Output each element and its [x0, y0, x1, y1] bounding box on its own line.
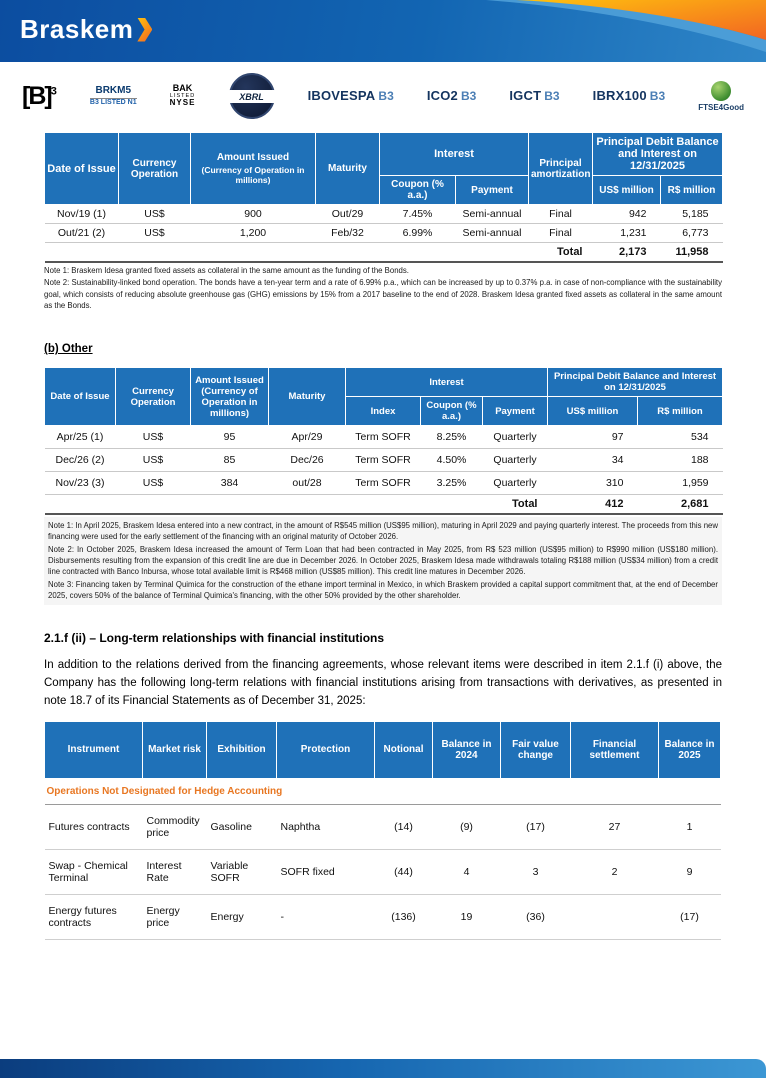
table-cell: Energy price — [143, 894, 207, 939]
table-cell: (14) — [375, 804, 433, 849]
table-cell: Interest Rate — [143, 849, 207, 894]
b3-logo-text: [B] — [22, 81, 51, 110]
table-row — [45, 205, 723, 224]
header-principal-debit-balance: Principal Debit Balance and Interest on 12/31/2025 — [593, 133, 723, 176]
banner-swoosh-graphic — [426, 0, 766, 62]
logo-strip — [22, 72, 744, 120]
section-heading: 2.1.f (ii) – Long-term relationships with financial institutions — [44, 631, 385, 646]
table-cell: (9) — [433, 804, 501, 849]
braskem-arrow-icon — [137, 18, 152, 42]
note-1: Note 1: Braskem Idesa granted fixed assets as collateral in the same amount as the funding of the Bonds. — [44, 266, 409, 275]
header-instrument: Instrument — [45, 721, 143, 778]
table-cell: 1,959 — [638, 472, 723, 495]
table-cell: 4 — [433, 849, 501, 894]
footer-brand-bar — [0, 1059, 766, 1078]
table-cell: 310 — [548, 472, 638, 495]
table-cell: 384 — [191, 472, 269, 495]
table-cell: 97 — [548, 426, 638, 449]
ftse-globe-icon — [711, 81, 731, 101]
index-name: IBRX100 — [592, 88, 647, 103]
other-table-notes — [44, 517, 722, 605]
table-cell: 4.50% — [421, 449, 483, 472]
table-cell: US$ — [119, 224, 191, 243]
brkm5-listing-logo — [90, 85, 137, 107]
index-logo-ibovespa — [308, 87, 394, 105]
table-cell: US$ — [116, 449, 191, 472]
nyse-label: NYSE — [169, 98, 196, 108]
note-1: Note 1: In April 2025, Braskem Idesa entered into a new contract, in the amount of R$545 million (US$95 million), maturing in April 2029 and paying quarterly interest. The proceeds from this new financing were used for the early settlement of the financing with an original maturity of October 2026. — [48, 521, 718, 542]
bonds-table-notes — [44, 265, 722, 311]
table-cell: Final — [529, 224, 593, 243]
braskem-wordmark: Braskem — [20, 14, 134, 44]
table-cell: 534 — [638, 426, 723, 449]
table-cell: US$ — [116, 426, 191, 449]
index-logo-ico2 — [427, 87, 477, 105]
table-cell: 3 — [501, 849, 571, 894]
table-cell: Futures contracts — [45, 804, 143, 849]
table-cell: 5,185 — [661, 205, 723, 224]
table-cell: 2 — [571, 849, 659, 894]
table-cell: Final — [529, 205, 593, 224]
table-cell: Term SOFR — [346, 426, 421, 449]
table-cell: Nov/19 (1) — [45, 205, 119, 224]
table-cell: 6,773 — [661, 224, 723, 243]
table-cell: 900 — [191, 205, 316, 224]
header-currency-operation: Currency Operation — [119, 133, 191, 205]
index-name: IBOVESPA — [307, 88, 376, 103]
table-cell: 7.45% — [380, 205, 456, 224]
table-cell: 1 — [659, 804, 721, 849]
table-cell: Dec/26 — [269, 449, 346, 472]
table-cell: SOFR fixed — [277, 849, 375, 894]
table-cell: Naphtha — [277, 804, 375, 849]
table-cell: 95 — [191, 426, 269, 449]
braskem-logo — [20, 14, 152, 45]
table-cell: Gasoline — [207, 804, 277, 849]
table-row — [45, 894, 721, 939]
table-cell: 34 — [548, 449, 638, 472]
table-cell: 1,231 — [593, 224, 661, 243]
index-suffix: B3 — [378, 89, 394, 103]
header-balance-2025: Balance in 2025 — [659, 721, 721, 778]
table-cell: Nov/23 (3) — [45, 472, 116, 495]
other-total-brl: 2,681 — [638, 495, 723, 515]
table-cell: out/28 — [269, 472, 346, 495]
table-cell: Quarterly — [483, 426, 548, 449]
index-logo-ibrx100 — [593, 87, 666, 105]
header-exhibition: Exhibition — [207, 721, 277, 778]
table-cell: 942 — [593, 205, 661, 224]
header-notional: Notional — [375, 721, 433, 778]
table-cell: 188 — [638, 449, 723, 472]
b3-logo-sup: 3 — [50, 85, 57, 98]
table-cell: US$ — [116, 472, 191, 495]
table-cell: (17) — [501, 804, 571, 849]
other-total-row — [45, 495, 723, 515]
other-financing-table — [44, 367, 723, 515]
header-usd-million: US$ million — [593, 176, 661, 205]
other-heading: (b) Other — [44, 343, 93, 356]
table-cell: 85 — [191, 449, 269, 472]
header-maturity: Maturity — [316, 133, 380, 205]
table-cell: Swap - Chemical Terminal — [45, 849, 143, 894]
header-brl-million: R$ million — [638, 397, 723, 426]
index-suffix: B3 — [649, 89, 666, 103]
table-cell: Apr/29 — [269, 426, 346, 449]
header-date-of-issue: Date of Issue — [45, 368, 116, 426]
table-cell: (17) — [659, 894, 721, 939]
table-cell: Term SOFR — [346, 449, 421, 472]
bonds-total-row — [45, 243, 723, 263]
header-principal-debit-balance: Principal Debit Balance and Interest on 12/31/2025 — [548, 368, 723, 397]
table-cell: Energy — [207, 894, 277, 939]
table-cell: 9 — [659, 849, 721, 894]
ftse4good-logo — [698, 81, 744, 112]
bonds-total-brl: 11,958 — [661, 243, 723, 263]
header-amount-title: Amount Issued — [216, 152, 290, 163]
ftse-label: FTSE4Good — [698, 102, 744, 112]
table-cell — [571, 894, 659, 939]
table-cell: 3.25% — [421, 472, 483, 495]
table-cell: Semi-annual — [456, 205, 529, 224]
section-paragraph: In addition to the relations derived from the financing agreements, whose relevant items were described in item 2.1.f (i) above, the Company has the following long-term relations with financial institutions arising from transactions with derivatives, as presented in note 18.7 of its Financial Statements as of December 31, 2025: — [44, 659, 722, 707]
hedge-accounting-section-row — [45, 778, 721, 804]
header-market-risk: Market risk — [143, 721, 207, 778]
index-name: ICO2 — [426, 88, 458, 103]
table-cell: Commodity price — [143, 804, 207, 849]
nyse-listed-label: LISTED — [169, 92, 196, 99]
table-cell: 8.25% — [421, 426, 483, 449]
table-cell: 19 — [433, 894, 501, 939]
table-row — [45, 449, 723, 472]
header-interest-group: Interest — [380, 133, 529, 176]
brand-banner — [0, 0, 766, 62]
nyse-listing-logo — [170, 84, 196, 108]
table-cell: 6.99% — [380, 224, 456, 243]
table-row — [45, 804, 721, 849]
table-cell: Quarterly — [483, 449, 548, 472]
other-total-label: Total — [45, 495, 548, 515]
table-cell: Variable SOFR — [207, 849, 277, 894]
b3-logo — [22, 82, 57, 111]
header-payment: Payment — [456, 176, 529, 205]
note-3: Note 3: Financing taken by Terminal Quimica for the construction of the ethane import terminal in Mexico, in which Braskem provided a capital support commitment that, at the end of December 2025, covers 50% of the balance of Terminal Quimica's financing, with the other 50% provided by the other shareholder. — [48, 579, 718, 600]
xbrl-badge-icon — [229, 73, 275, 119]
table-cell: - — [277, 894, 375, 939]
derivatives-table-body — [45, 778, 721, 939]
other-table-body — [45, 426, 723, 495]
header-coupon: Coupon (% a.a.) — [421, 397, 483, 426]
header-fair-value-change: Fair value change — [501, 721, 571, 778]
header-financial-settlement: Financial settlement — [571, 721, 659, 778]
table-cell: Apr/25 (1) — [45, 426, 116, 449]
header-currency-operation: Currency Operation — [116, 368, 191, 426]
index-logo-igct — [509, 87, 559, 105]
table-row — [45, 224, 723, 243]
header-index: Index — [346, 397, 421, 426]
bonds-total-usd: 2,173 — [593, 243, 661, 263]
table-cell: (44) — [375, 849, 433, 894]
header-usd-million: US$ million — [548, 397, 638, 426]
header-amount-issued: Amount Issued (Currency of Operation in millions) — [191, 368, 269, 426]
table-cell: Term SOFR — [346, 472, 421, 495]
table-cell: (136) — [375, 894, 433, 939]
table-row — [45, 426, 723, 449]
table-cell: Dec/26 (2) — [45, 449, 116, 472]
other-total-usd: 412 — [548, 495, 638, 515]
note-2: Note 2: In October 2025, Braskem Idesa increased the amount of Term Loan that had been contracted in May 2025, from R$ 523 million (US$95 million) to R$990 million (US$180 million). Disbursements resulting from the expansion of this credit line are due in December 2026. In October 2025, Braskem Idesa made withdrawals totaling R$188 million (US$34 million) from a credit line contracted with Banco Inbursa, whose total available limit is R$468 million (US$85 million). This credit line matures in December 2026. — [48, 544, 718, 577]
index-suffix: B3 — [460, 89, 477, 103]
hedge-accounting-section-label: Operations Not Designated for Hedge Accounting — [45, 778, 721, 804]
table-cell: Out/21 (2) — [45, 224, 119, 243]
brkm5-listing-label: B3 LISTED N1 — [89, 98, 137, 106]
brkm5-ticker: BRKM5 — [90, 85, 137, 99]
table-cell: Energy futures contracts — [45, 894, 143, 939]
header-maturity: Maturity — [269, 368, 346, 426]
derivatives-table — [44, 721, 721, 940]
header-principal-amortization: Principal amortization — [529, 133, 593, 205]
header-amount-issued — [191, 133, 316, 205]
note-2: Note 2: Sustainability-linked bond operation. The bonds have a ten-year term and a rate of 6.99% p.a., which can be increased by up to 0.37% p.a. in case of non-compliance with the sustainability goal, which consists of reducing absolute greenhouse gas (GHG) emissions by 15% from a 2017 baseline to the end of 2028. Braskem Idesa granted fixed assets as collateral in the same amount as the Bonds. — [44, 278, 722, 310]
header-date-of-issue: Date of Issue — [45, 133, 119, 205]
bonds-table-body — [45, 205, 723, 243]
table-cell: US$ — [119, 205, 191, 224]
index-name: IGCT — [509, 88, 542, 103]
header-balance-2024: Balance in 2024 — [433, 721, 501, 778]
table-cell: Quarterly — [483, 472, 548, 495]
header-amount-sub: (Currency of Operation in millions) — [201, 165, 305, 185]
bonds-table — [44, 132, 723, 263]
bonds-total-label: Total — [45, 243, 593, 263]
table-cell: Out/29 — [316, 205, 380, 224]
xbrl-label: XBRL — [228, 90, 276, 103]
table-row — [45, 849, 721, 894]
header-coupon: Coupon (% a.a.) — [380, 176, 456, 205]
table-cell: Feb/32 — [316, 224, 380, 243]
table-row — [45, 472, 723, 495]
header-payment: Payment — [483, 397, 548, 426]
table-cell: 1,200 — [191, 224, 316, 243]
table-cell: Semi-annual — [456, 224, 529, 243]
header-protection: Protection — [277, 721, 375, 778]
index-suffix: B3 — [544, 89, 560, 103]
header-brl-million: R$ million — [661, 176, 723, 205]
nyse-ticker: BAK — [172, 83, 193, 94]
header-interest-group: Interest — [346, 368, 548, 397]
table-cell: (36) — [501, 894, 571, 939]
table-cell: 27 — [571, 804, 659, 849]
